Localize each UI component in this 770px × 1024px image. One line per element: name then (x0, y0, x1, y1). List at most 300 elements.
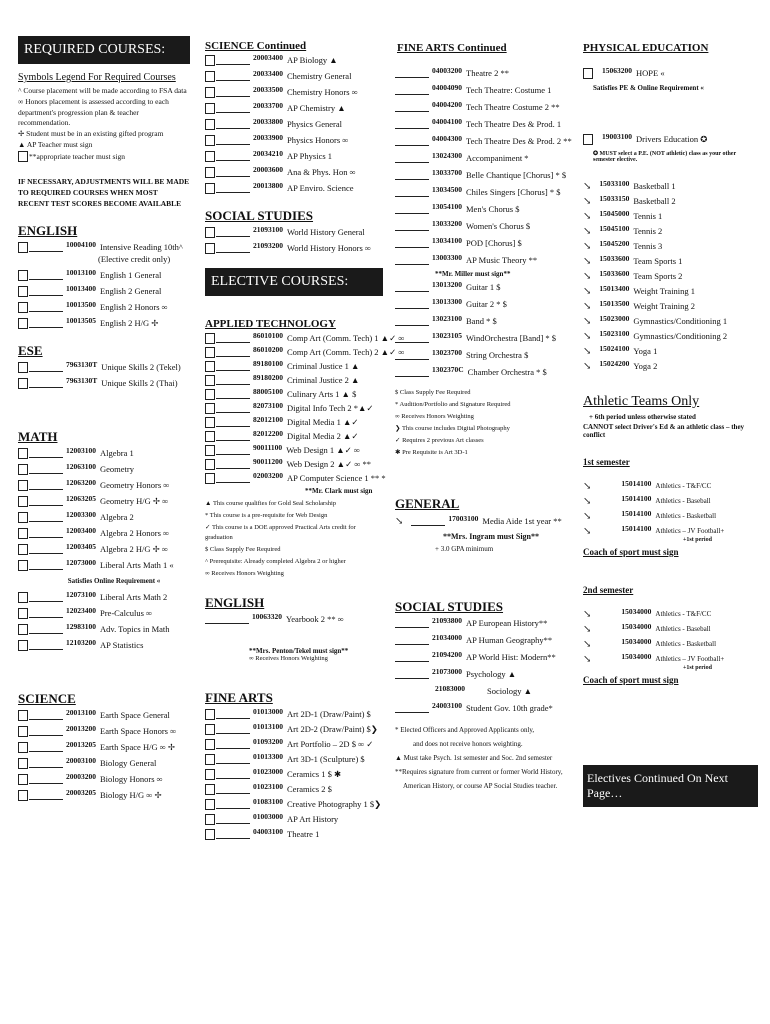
checkbox[interactable] (18, 790, 28, 801)
note: ❯ This course includes Digital Photography (395, 425, 510, 432)
checkbox[interactable] (18, 608, 28, 619)
grade-line[interactable] (395, 102, 429, 112)
grade-line[interactable] (411, 516, 445, 526)
checkbox[interactable] (205, 55, 215, 66)
course-row[interactable]: 88005100 Culinary Arts 1 ▲ $ (205, 389, 383, 400)
ese-list (18, 362, 190, 389)
arrow-icon: ↘ (583, 496, 592, 507)
checkbox[interactable] (205, 361, 215, 372)
course-row[interactable]: 86010100 Comp Art (Comm. Tech) 1 ▲✓ ∞ (205, 333, 383, 344)
grade-line[interactable] (29, 480, 63, 490)
checkbox[interactable] (205, 799, 215, 810)
checkbox[interactable] (205, 87, 215, 98)
legend-item: ▲ AP Teacher must sign (18, 140, 93, 149)
arrow-icon: ↘ (583, 331, 592, 342)
course-row[interactable]: ↘ 15045100 Tennis 2 (583, 224, 663, 237)
course-row[interactable]: 20013800 AP Enviro. Science (205, 183, 383, 194)
checkbox[interactable] (18, 151, 28, 162)
grade-line[interactable] (29, 726, 63, 736)
fine-arts-notes (395, 388, 575, 458)
course-row[interactable]: 20003205 Biology H/G ∞ ✢ (18, 790, 190, 801)
grade-line[interactable] (395, 367, 429, 377)
course-row[interactable]: ↘ 15045200 Tennis 3 (583, 239, 663, 252)
course-row[interactable]: 01013100 Art 2D-2 (Draw/Paint) $❯ (205, 724, 383, 735)
checkbox[interactable] (18, 302, 28, 313)
checkbox[interactable] (205, 183, 215, 194)
checkbox[interactable] (205, 473, 215, 484)
course-row[interactable]: 10013400 English 2 General (18, 286, 190, 297)
grade-line[interactable] (395, 170, 429, 180)
course-row[interactable]: 15063200 HOPE « (583, 68, 758, 79)
course-row[interactable]: 13033200 Women's Chorus $ (395, 221, 575, 232)
grade-line[interactable] (29, 496, 63, 506)
note: * Elected Officers and Approved Applicants only, (395, 726, 535, 734)
electives-continued-banner: Electives Continued On Next Page… (583, 765, 758, 807)
adjust-note: IF NECESSARY, ADJUSTMENTS WILL BE MADE TO REQUIRED COURSES WHEN MOST RECENT TEST SCORES BECOME AVAILABLE (18, 177, 190, 208)
course-row[interactable]: ↘ 15014100 Athletics - Baseball (583, 494, 711, 507)
checkbox[interactable] (205, 754, 215, 765)
grade-line[interactable] (216, 227, 250, 237)
grade-line[interactable] (395, 153, 429, 163)
course-row[interactable]: 01023000 Ceramics 1 $ ✱ (205, 769, 383, 780)
course-row[interactable]: ↘ 15034000 Athletics – JV Football+ (583, 652, 725, 665)
grade-line[interactable] (216, 784, 250, 794)
arrow-icon: ↘ (583, 526, 592, 537)
grade-line[interactable] (216, 739, 250, 749)
fine-arts-cont-list (395, 68, 575, 266)
course-row[interactable]: 20003100 Biology General (18, 758, 190, 769)
note: ▲ Must take Psych. 1st semester and Soc. 2nd semester (395, 754, 553, 762)
grade-line[interactable] (29, 790, 63, 800)
checkbox[interactable] (205, 459, 215, 470)
checkbox[interactable] (205, 431, 215, 442)
grade-line[interactable] (29, 362, 63, 372)
checkbox[interactable] (18, 774, 28, 785)
grade-line[interactable] (216, 361, 250, 371)
course-row[interactable]: 21073000 Psychology ▲ (395, 669, 575, 680)
checkbox[interactable] (205, 167, 215, 178)
course-row[interactable]: ↘ 17003100 Media Aide 1st year ** (395, 514, 562, 527)
course-row[interactable]: 04003200 Theatre 2 ** (395, 68, 575, 79)
course-row[interactable]: 10013505 English 2 H/G ✢ (18, 318, 190, 329)
course-row[interactable]: 20033900 Physics Honors ∞ (205, 135, 383, 146)
course-row[interactable]: ↘ 15033150 Basketball 2 (583, 194, 676, 207)
grade-line[interactable] (395, 119, 429, 129)
course-row[interactable]: 04004100 Tech Theatre Des & Prod. 1 (395, 119, 575, 130)
course-row[interactable]: ↘ 15034000 Athletics - Baseball (583, 622, 711, 635)
grade-line[interactable] (216, 375, 250, 385)
grade-line[interactable] (395, 204, 429, 214)
fine-arts-heading: FINE ARTS (205, 690, 273, 705)
checkbox[interactable] (205, 151, 215, 162)
grade-line[interactable] (29, 528, 63, 538)
grade-line[interactable] (395, 187, 429, 197)
grade-line[interactable] (216, 333, 250, 343)
course-row[interactable]: 13054100 Men's Chorus $ (395, 204, 575, 215)
checkbox[interactable] (18, 286, 28, 297)
english-elective-heading: ENGLISH (205, 595, 265, 610)
grade-line[interactable] (29, 270, 63, 280)
english-heading: ENGLISH (18, 223, 78, 238)
note: * This course is a pre-requisite for Web Design (205, 512, 328, 519)
note: ✱ Pre Requisite is Art 3D-1 (395, 449, 468, 456)
course-row[interactable]: 01093200 Art Portfolio – 2D $ ∞ ✓ (205, 739, 383, 750)
grade-line[interactable] (29, 318, 63, 328)
course-row[interactable]: 20033500 Chemistry Honors ∞ (205, 87, 383, 98)
checkbox[interactable] (18, 512, 28, 523)
grade-line[interactable] (395, 316, 429, 326)
course-row[interactable]: 20003400 AP Biology ▲ (205, 55, 383, 66)
grade-line[interactable] (216, 167, 250, 177)
course-row[interactable]: 10004100 Intensive Reading 10th^ (18, 242, 190, 253)
legend-title: Symbols Legend For Required Courses (18, 72, 176, 83)
course-row[interactable]: ↘ 15034000 Athletics - Basketball (583, 637, 717, 650)
ese-heading: ESE (18, 343, 43, 358)
grade-line[interactable] (29, 710, 63, 720)
course-row[interactable]: 10013500 English 2 Honors ∞ (18, 302, 190, 313)
grade-line[interactable] (395, 669, 429, 679)
arrow-icon: ↘ (583, 481, 592, 492)
course-row[interactable]: 20013200 Earth Space Honors ∞ (18, 726, 190, 737)
note: $ Class Supply Fee Required (205, 546, 281, 553)
course-row[interactable]: 01003000 AP Art History (205, 814, 383, 825)
course-row[interactable]: 20013100 Earth Space General (18, 710, 190, 721)
grade-line[interactable] (395, 350, 429, 360)
grade-line[interactable] (395, 652, 429, 662)
course-row[interactable]: 04003100 Theatre 1 (205, 829, 383, 840)
course-row[interactable]: 04004090 Tech Theatre: Costume 1 (395, 85, 575, 96)
checkbox[interactable] (205, 135, 215, 146)
grade-line[interactable] (216, 151, 250, 161)
course-row[interactable]: 21034000 AP Human Geography** (395, 635, 575, 646)
science-heading: SCIENCE (18, 691, 76, 706)
grade-line[interactable] (216, 119, 250, 129)
grade-line[interactable] (216, 243, 250, 253)
course-row[interactable]: 10063320 Yearbook 2 ** ∞ (205, 614, 383, 625)
physical-education-heading: PHYSICAL EDUCATION (583, 42, 709, 54)
course-row[interactable]: ↘ 15023000 Gymnastics/Conditioning 1 (583, 314, 728, 327)
arrow-icon: ↘ (583, 181, 592, 192)
social-elective-list (395, 618, 575, 714)
grade-line[interactable] (29, 608, 63, 618)
legend-item: **appropriate teacher must sign (18, 151, 190, 162)
course-row[interactable]: 20033700 AP Chemistry ▲ (205, 103, 383, 114)
checkbox[interactable] (18, 362, 28, 373)
course-row[interactable]: 21093800 AP European History** (395, 618, 575, 629)
course-row[interactable]: 21083000 Sociology ▲ (435, 684, 533, 696)
course-row[interactable]: 13023700 String Orchestra $ (395, 350, 575, 361)
checkbox[interactable] (583, 68, 593, 79)
checkbox[interactable] (18, 378, 28, 389)
checkbox[interactable] (205, 709, 215, 720)
checkbox[interactable] (18, 448, 28, 459)
grade-line[interactable] (395, 221, 429, 231)
grade-line[interactable] (395, 136, 429, 146)
checkbox[interactable] (205, 375, 215, 386)
course-row[interactable]: 20034210 AP Physics 1 (205, 151, 383, 162)
course-row[interactable]: 86010200 Comp Art (Comm. Tech) 2 ▲✓ ∞ (205, 347, 383, 358)
course-row[interactable]: 13013200 Guitar 1 $ (395, 282, 575, 293)
grade-line[interactable] (216, 473, 250, 483)
course-row[interactable]: ↘ 15014100 Athletics - Basketball (583, 509, 717, 522)
course-row[interactable]: 89180100 Criminal Justice 1 ▲ (205, 361, 383, 372)
checkbox[interactable] (18, 624, 28, 635)
grade-line[interactable] (395, 299, 429, 309)
checkbox[interactable] (18, 270, 28, 281)
course-row[interactable]: 04004200 Tech Theatre Costume 2 ** (395, 102, 575, 113)
checkbox[interactable] (205, 71, 215, 82)
grade-line[interactable] (216, 445, 250, 455)
grade-line[interactable] (216, 403, 250, 413)
course-row[interactable]: 20003200 Biology Honors ∞ (18, 774, 190, 785)
grade-line[interactable] (29, 592, 63, 602)
note: ^ Prerequisite: Already completed Algebra 2 or higher (205, 558, 346, 565)
course-row[interactable]: 20033400 Chemistry General (205, 71, 383, 82)
course-row[interactable]: ↘ 15014100 Athletics – JV Football+ (583, 524, 725, 537)
grade-line[interactable] (29, 560, 63, 570)
science-list (18, 710, 190, 801)
semester-2-heading: 2nd semester (583, 585, 634, 595)
note: ▲ This course qualifies for Gold Seal Scholarship (205, 500, 337, 507)
course-row[interactable]: ↘ 15013400 Weight Training 1 (583, 284, 696, 297)
grade-line[interactable] (395, 703, 429, 713)
science-continued-heading: SCIENCE Continued (205, 40, 307, 52)
course-row[interactable]: ↘ 15045000 Tennis 1 (583, 209, 663, 222)
course-row[interactable]: 13034500 Chiles Singers [Chorus] * $ (395, 187, 575, 198)
grade-line[interactable] (29, 742, 63, 752)
course-row[interactable]: 13003300 AP Music Theory ** (395, 255, 575, 266)
note: * Audition/Portfolio and Signature Required (395, 401, 511, 408)
course-row[interactable]: ↘ 15024200 Yoga 2 (583, 359, 658, 372)
course-row[interactable]: 19003100 Drivers Education ✪ (583, 134, 758, 145)
course-row[interactable]: 13023105 WindOrchestra [Band] * $ (395, 333, 575, 344)
grade-line[interactable] (395, 618, 429, 628)
checkbox[interactable] (18, 758, 28, 769)
course-row[interactable]: 12983100 Adv. Topics in Math (18, 624, 190, 635)
checkbox[interactable] (205, 445, 215, 456)
grade-line[interactable] (29, 448, 63, 458)
arrow-icon: ↘ (583, 639, 592, 650)
course-row[interactable]: 90011100 Web Design 1 ▲✓ ∞ (205, 445, 383, 456)
grade-line[interactable] (29, 774, 63, 784)
fine-arts-list (205, 709, 383, 840)
checkbox[interactable] (205, 119, 215, 130)
grade-line[interactable] (395, 85, 429, 95)
note: and does not receive honors weighting. (413, 740, 523, 748)
hope-note: Satisfies PE & Online Requirement « (593, 84, 704, 92)
grade-line[interactable] (216, 724, 250, 734)
miller-sign-note: **Mr. Miller must sign** (435, 270, 511, 278)
course-row[interactable]: ↘ 15014100 Athletics - T&F/CC (583, 479, 712, 492)
checkbox[interactable] (205, 829, 215, 840)
note: American History, or course AP Social Studies teacher. (403, 782, 558, 790)
checkbox[interactable] (18, 544, 28, 555)
course-row[interactable]: 12063100 Geometry (18, 464, 190, 475)
course-row[interactable]: 90011200 Web Design 2 ▲✓ ∞ ** (205, 459, 383, 470)
checkbox[interactable] (18, 560, 28, 571)
grade-line[interactable] (29, 286, 63, 296)
course-row[interactable]: 12003400 Algebra 2 Honors ∞ (18, 528, 190, 539)
checkbox[interactable] (18, 726, 28, 737)
grade-line[interactable] (216, 799, 250, 809)
grade-line[interactable] (29, 758, 63, 768)
grade-line[interactable] (216, 389, 250, 399)
course-row[interactable]: ↘ 15033600 Team Sports 2 (583, 269, 683, 282)
checkbox[interactable] (205, 347, 215, 358)
english-list (18, 242, 190, 329)
grade-line[interactable] (29, 302, 63, 312)
course-row[interactable]: 12063205 Geometry H/G ✢ ∞ (18, 496, 190, 507)
grade-line[interactable] (216, 754, 250, 764)
course-row[interactable]: 82012200 Digital Media 2 ▲✓ (205, 431, 383, 442)
grade-line[interactable] (216, 55, 250, 65)
course-row[interactable]: 21093100 World History General (205, 227, 383, 238)
grade-line[interactable] (395, 255, 429, 265)
course-row[interactable]: ↘ 15034000 Athletics - T&F/CC (583, 607, 712, 620)
course-row[interactable]: 20003600 Ana & Phys. Hon ∞ (205, 167, 383, 178)
course-row[interactable]: 82012100 Digital Media 1 ▲✓ (205, 417, 383, 428)
course-row[interactable]: ↘ 15033100 Basketball 1 (583, 179, 676, 192)
course-row[interactable]: 01013000 Art 2D-1 (Draw/Paint) $ (205, 709, 383, 720)
course-row[interactable]: 04004300 Tech Theatre Des & Prod. 2 ** (395, 136, 575, 147)
course-row[interactable]: 12003100 Algebra 1 (18, 448, 190, 459)
grade-line[interactable] (216, 829, 250, 839)
course-row[interactable]: 13034100 POD [Chorus] $ (395, 238, 575, 249)
grade-line[interactable] (395, 282, 429, 292)
checkbox[interactable] (205, 403, 215, 414)
grade-line[interactable] (216, 103, 250, 113)
grade-line[interactable] (216, 709, 250, 719)
checkbox[interactable] (18, 496, 28, 507)
course-row[interactable]: 12103200 AP Statistics (18, 640, 190, 651)
applied-list (205, 331, 405, 484)
grade-line[interactable] (395, 238, 429, 248)
arrow-icon: ↘ (583, 286, 592, 297)
course-row[interactable]: 12073000 Liberal Arts Math 1 « (18, 560, 190, 571)
checkbox[interactable] (205, 103, 215, 114)
course-row[interactable]: 12023400 Pre-Calculus ∞ (18, 608, 190, 619)
course-row[interactable]: 10013100 English 1 General (18, 270, 190, 281)
penton-sub-note: ∞ Receives Honors Weighting (249, 655, 328, 662)
checkbox[interactable] (18, 480, 28, 491)
course-row[interactable]: ↘ 15023100 Gymnastics/Conditioning 2 (583, 329, 728, 342)
grade-line[interactable] (29, 544, 63, 554)
checkbox[interactable] (18, 464, 28, 475)
checkbox[interactable] (18, 528, 28, 539)
grade-line[interactable] (216, 347, 250, 357)
course-row[interactable]: 21094200 AP World Hist: Modern** (395, 652, 575, 663)
course-row[interactable]: 01083100 Creative Photography 1 $❯ (205, 799, 383, 810)
grade-line[interactable] (29, 464, 63, 474)
arrow-icon: ↘ (583, 271, 592, 282)
course-row[interactable]: 13033700 Belle Chantique [Chorus] * $ (395, 170, 575, 181)
checkbox[interactable] (18, 742, 28, 753)
course-row[interactable]: 12003300 Algebra 2 (18, 512, 190, 523)
grade-line[interactable] (395, 333, 429, 343)
social-studies-heading: SOCIAL STUDIES (205, 208, 314, 223)
checkbox[interactable] (583, 134, 593, 145)
course-row[interactable]: 21093200 World History Honors ∞ (205, 243, 383, 254)
grade-line[interactable] (29, 242, 63, 252)
grade-line[interactable] (216, 183, 250, 193)
course-row[interactable]: 20013205 Earth Space H/G ∞ ✢ (18, 742, 190, 753)
grade-line[interactable] (216, 71, 250, 81)
note: **Requires signature from current or former World History, (395, 768, 563, 776)
course-row[interactable]: 12063200 Geometry Honors ∞ (18, 480, 190, 491)
course-row[interactable]: 89180200 Criminal Justice 2 ▲ (205, 375, 383, 386)
grade-line[interactable] (205, 614, 249, 624)
arrow-icon: ↘ (583, 301, 592, 312)
checkbox[interactable] (205, 227, 215, 238)
course-row[interactable]: 24003100 Student Gov. 10th grade* (395, 703, 575, 714)
legend-item: ^ Course placement will be made according to FSA data (18, 86, 187, 95)
coach-sign-note-2: Coach of sport must sign (583, 675, 679, 685)
grade-line[interactable] (395, 68, 429, 78)
course-row[interactable]: 12073100 Liberal Arts Math 2 (18, 592, 190, 603)
grade-line[interactable] (216, 135, 250, 145)
course-row[interactable]: 1302370C Chamber Orchestra * $ (395, 367, 575, 378)
checkbox[interactable] (205, 389, 215, 400)
grade-line[interactable] (29, 624, 63, 634)
checkbox[interactable] (205, 333, 215, 344)
checkbox[interactable] (205, 769, 215, 780)
course-row[interactable]: 82073100 Digital Info Tech 2 *▲✓ (205, 403, 383, 414)
grade-line[interactable] (29, 640, 63, 650)
elective-courses-header: ELECTIVE COURSES: (205, 268, 383, 296)
grade-line[interactable] (216, 87, 250, 97)
checkbox[interactable] (18, 242, 28, 253)
checkbox[interactable] (205, 417, 215, 428)
checkbox[interactable] (205, 784, 215, 795)
math-list (18, 448, 190, 651)
course-row[interactable]: 01023100 Ceramics 2 $ (205, 784, 383, 795)
social-studies-elective-heading: SOCIAL STUDIES (395, 599, 504, 614)
checkbox[interactable] (205, 814, 215, 825)
checkbox[interactable] (18, 710, 28, 721)
checkbox[interactable] (18, 318, 28, 329)
checkbox[interactable] (18, 592, 28, 603)
grade-line[interactable] (216, 459, 250, 469)
checkbox[interactable] (205, 739, 215, 750)
course-row[interactable]: ↘ 15024100 Yoga 1 (583, 344, 658, 357)
course-row[interactable]: 20033800 Physics General (205, 119, 383, 130)
course-row[interactable]: 7963130T Unique Skills 2 (Tekel) (18, 362, 190, 373)
course-row[interactable]: 12003405 Algebra 2 H/G ✢ ∞ (18, 544, 190, 555)
checkbox[interactable] (18, 640, 28, 651)
grade-line[interactable] (395, 635, 429, 645)
course-row[interactable]: 01013300 Art 3D-1 (Sculpture) $ (205, 754, 383, 765)
grade-line[interactable] (216, 417, 250, 427)
course-row[interactable]: ↘ 15013500 Weight Training 2 (583, 299, 696, 312)
grade-line[interactable] (216, 431, 250, 441)
grade-line[interactable] (216, 814, 250, 824)
course-row[interactable]: 7963130T Unique Skills 2 (Thai) (18, 378, 190, 389)
grade-line[interactable] (29, 512, 63, 522)
clark-sign-note: **Mr. Clark must sign (305, 487, 373, 495)
legend-item: ∞ Honors placement is assessed according to each (18, 97, 169, 106)
course-row[interactable]: 02003200 AP Computer Science 1 ** * (205, 473, 383, 484)
course-row[interactable]: ↘ 15033600 Team Sports 1 (583, 254, 683, 267)
grade-line[interactable] (29, 378, 63, 388)
checkbox[interactable] (205, 243, 215, 254)
column-1 (18, 36, 190, 806)
checkbox[interactable] (205, 724, 215, 735)
course-row[interactable]: 13024300 Accompaniment * (395, 153, 575, 164)
course-row[interactable]: 13013300 Guitar 2 * $ (395, 299, 575, 310)
course-row[interactable]: 13023100 Band * $ (395, 316, 575, 327)
social-notes (395, 724, 575, 792)
grade-line[interactable] (216, 769, 250, 779)
